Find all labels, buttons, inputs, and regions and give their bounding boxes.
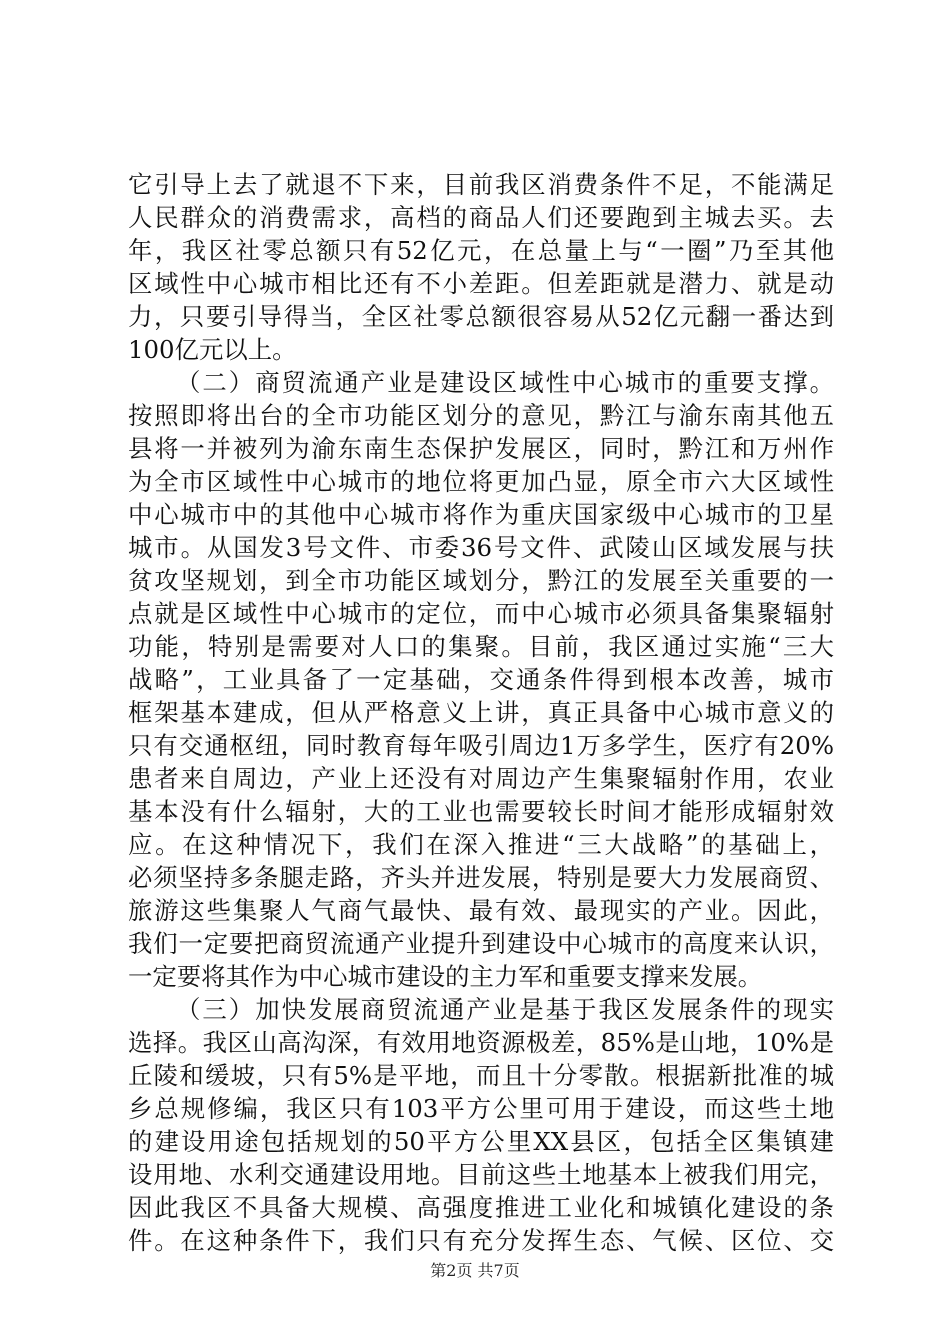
text-line: 区域性中心城市相比还有不小差距。但差距就是潜力、就是动: [128, 269, 834, 298]
text-line: 件。在这种条件下，我们只有充分发挥生态、气候、区位、交: [128, 1226, 834, 1255]
paragraph-heading-line: （二）商贸流通产业是建设区域性中心城市的重要支撑。: [176, 368, 834, 397]
paragraph-heading-line: （三）加快发展商贸流通产业是基于我区发展条件的现实: [176, 995, 834, 1024]
text-line: 只有交通枢纽，同时教育每年吸引周边1万多学生，医疗有20%: [128, 731, 834, 760]
text-line: 乡总规修编，我区只有103平方公里可用于建设，而这些土地: [128, 1094, 834, 1123]
text-line: 因此我区不具备大规模、高强度推进工业化和城镇化建设的条: [128, 1193, 834, 1222]
text-line: 应。在这种情况下，我们在深入推进“三大战略”的基础上，: [128, 830, 834, 859]
text-line: 100亿元以上。: [128, 335, 297, 364]
text-line: 战略”，工业具备了一定基础，交通条件得到根本改善，城市: [128, 665, 834, 694]
text-line: 按照即将出台的全市功能区划分的意见，黔江与渝东南其他五: [128, 401, 834, 430]
text-line: 城市。从国发3号文件、市委36号文件、武陵山区域发展与扶: [128, 533, 834, 562]
text-line: 力，只要引导得当，全区社零总额很容易从52亿元翻一番达到: [128, 302, 834, 331]
text-line: 它引导上去了就退不下来，目前我区消费条件不足，不能满足: [128, 170, 834, 199]
page-number-footer: 第2页 共7页: [430, 1261, 520, 1280]
document-body: [128, 168, 834, 1257]
text-line: 一定要将其作为中心城市建设的主力军和重要支撑来发展。: [128, 962, 763, 991]
text-line: 丘陵和缓坡，只有5%是平地，而且十分零散。根据新批准的城: [128, 1061, 834, 1090]
text-line: 中心城市中的其他中心城市将作为重庆国家级中心城市的卫星: [128, 500, 834, 529]
text-line: 框架基本建成，但从严格意义上讲，真正具备中心城市意义的: [128, 698, 834, 727]
text-line: 选择。我区山高沟深，有效用地资源极差，85%是山地，10%是: [128, 1028, 834, 1057]
text-line: 基本没有什么辐射，大的工业也需要较长时间才能形成辐射效: [128, 797, 834, 826]
text-line: 为全市区域性中心城市的地位将更加凸显，原全市六大区域性: [128, 467, 834, 496]
text-line: 功能，特别是需要对人口的集聚。目前，我区通过实施“三大: [128, 632, 834, 661]
text-line: 县将一并被列为渝东南生态保护发展区，同时，黔江和万州作: [128, 434, 834, 463]
text-line: 设用地、水利交通建设用地。目前这些土地基本上被我们用完，: [128, 1160, 834, 1189]
text-line: 的建设用途包括规划的50平方公里XX县区，包括全区集镇建: [128, 1127, 834, 1156]
text-line: 贫攻坚规划，到全市功能区域划分，黔江的发展至关重要的一: [128, 566, 834, 595]
text-line: 年，我区社零总额只有52亿元，在总量上与“一圈”乃至其他: [128, 236, 834, 265]
text-line: 患者来自周边，产业上还没有对周边产生集聚辐射作用，农业: [128, 764, 834, 793]
text-line: 人民群众的消费需求，高档的商品人们还要跑到主城去买。去: [128, 203, 834, 232]
text-line: 必须坚持多条腿走路，齐头并进发展，特别是要大力发展商贸、: [128, 863, 834, 892]
text-line: 旅游这些集聚人气商气最快、最有效、最现实的产业。因此，: [128, 896, 834, 925]
text-line: 我们一定要把商贸流通产业提升到建设中心城市的高度来认识，: [128, 929, 834, 958]
text-line: 点就是区域性中心城市的定位，而中心城市必须具备集聚辐射: [128, 599, 834, 628]
